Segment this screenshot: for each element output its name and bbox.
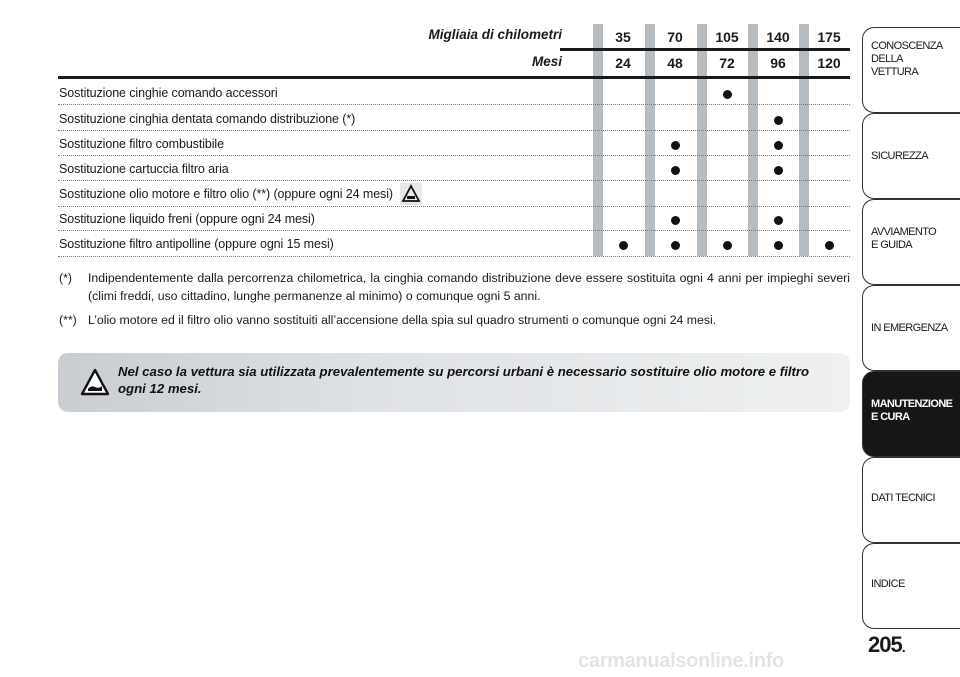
row-divider xyxy=(58,130,850,131)
header-rule xyxy=(58,76,850,79)
table-row-label: Sostituzione olio motore e filtro olio (**) (oppure ogni 24 mesi) xyxy=(59,187,393,201)
footnote-text: L’olio motore ed il filtro olio vanno sostituiti all’accensione della spia sul quadro strumenti o comunque ogni 24 mesi. xyxy=(88,313,717,327)
maintenance-dot xyxy=(671,141,680,150)
column-stripe xyxy=(593,24,603,256)
table-row-label: Sostituzione cinghia dentata comando distribuzione (*) xyxy=(59,112,356,126)
maintenance-dot xyxy=(671,241,680,250)
column-stripe xyxy=(645,24,655,256)
tab-indice[interactable] xyxy=(862,543,960,629)
months-value: 24 xyxy=(615,55,631,71)
tab-label: MANUTENZIONE E CURA xyxy=(871,398,953,423)
maintenance-dot xyxy=(774,166,783,175)
table-row-label: Sostituzione cartuccia filtro aria xyxy=(59,162,229,176)
tab-conoscenza-della-vettura[interactable] xyxy=(862,27,960,113)
maintenance-dot xyxy=(774,116,783,125)
footnote xyxy=(59,311,849,329)
row-divider xyxy=(58,206,850,207)
watermark: carmanualsonline.info xyxy=(578,650,784,672)
header-rule xyxy=(560,48,850,51)
table-row-label: Sostituzione cinghie comando accessori xyxy=(59,86,278,100)
maintenance-dot xyxy=(671,216,680,225)
table-row-label: Sostituzione filtro combustibile xyxy=(59,137,224,151)
footnote-marker: (*) xyxy=(59,271,72,285)
row-divider xyxy=(58,104,850,105)
page-number: 205. xyxy=(868,632,905,657)
footnote xyxy=(59,269,849,305)
column-stripe xyxy=(799,24,809,256)
table-row-label: Sostituzione liquido freni (oppure ogni 24 mesi) xyxy=(59,212,315,226)
tab-sicurezza[interactable] xyxy=(862,113,960,199)
tab-label: INDICE xyxy=(871,578,905,590)
tab-label: SICUREZZA xyxy=(871,150,928,162)
km-value: 70 xyxy=(667,29,683,45)
maintenance-dot xyxy=(774,241,783,250)
row-divider xyxy=(58,155,850,156)
tab-label: AVVIAMENTO E GUIDA xyxy=(871,226,937,251)
tab-label: IN EMERGENZA xyxy=(871,322,948,334)
row-divider xyxy=(58,230,850,231)
warning-text: Nel caso la vettura sia utilizzata prevalentemente su percorsi urbani è necessario sostituire olio motore e filtro ogni 12 mesi. xyxy=(118,364,810,396)
months-value: 48 xyxy=(667,55,683,71)
footnote-text: Indipendentemente dalla percorrenza chilometrica, la cinghia comando distribuzione deve essere sostituita ogni 4 anni per impieghi severi (climi freddi, uso cittadino, lunghe permanenze al minimo) o comunque ogni 5 anni. xyxy=(88,271,850,303)
warning-box xyxy=(58,353,850,412)
months-value: 120 xyxy=(817,55,841,71)
tab-label: CONOSCENZA DELLA VETTURA xyxy=(871,40,943,78)
maintenance-dot xyxy=(619,241,628,250)
km-value: 175 xyxy=(817,29,841,45)
km-value: 35 xyxy=(615,29,631,45)
table-row-label: Sostituzione filtro antipolline (oppure ogni 15 mesi) xyxy=(59,237,334,251)
tab-label: DATI TECNICI xyxy=(871,492,935,504)
maintenance-dot xyxy=(774,141,783,150)
maintenance-dot xyxy=(723,241,732,250)
column-stripe xyxy=(697,24,707,256)
row-divider xyxy=(58,180,850,181)
tab-manutenzione-e-cura[interactable] xyxy=(862,371,960,457)
tab-avviamento-e-guida[interactable] xyxy=(862,199,960,285)
maintenance-dot xyxy=(774,216,783,225)
maintenance-dot xyxy=(723,90,732,99)
maintenance-dot xyxy=(825,241,834,250)
km-value: 105 xyxy=(715,29,739,45)
months-value: 96 xyxy=(770,55,786,71)
header-months-label: Mesi xyxy=(531,54,562,69)
footnote-marker: (**) xyxy=(59,313,77,327)
page-number-value: 205 xyxy=(868,632,902,657)
km-value: 140 xyxy=(766,29,790,45)
months-value: 72 xyxy=(719,55,735,71)
column-stripe xyxy=(748,24,758,256)
row-divider xyxy=(58,256,850,257)
maintenance-dot xyxy=(671,166,680,175)
tab-in-emergenza[interactable] xyxy=(862,285,960,371)
warning-triangle-icon xyxy=(400,183,422,205)
tab-dati-tecnici[interactable] xyxy=(862,457,960,543)
warning-triangle-icon xyxy=(80,367,110,397)
header-km-label: Migliaia di chilometri xyxy=(428,27,562,42)
